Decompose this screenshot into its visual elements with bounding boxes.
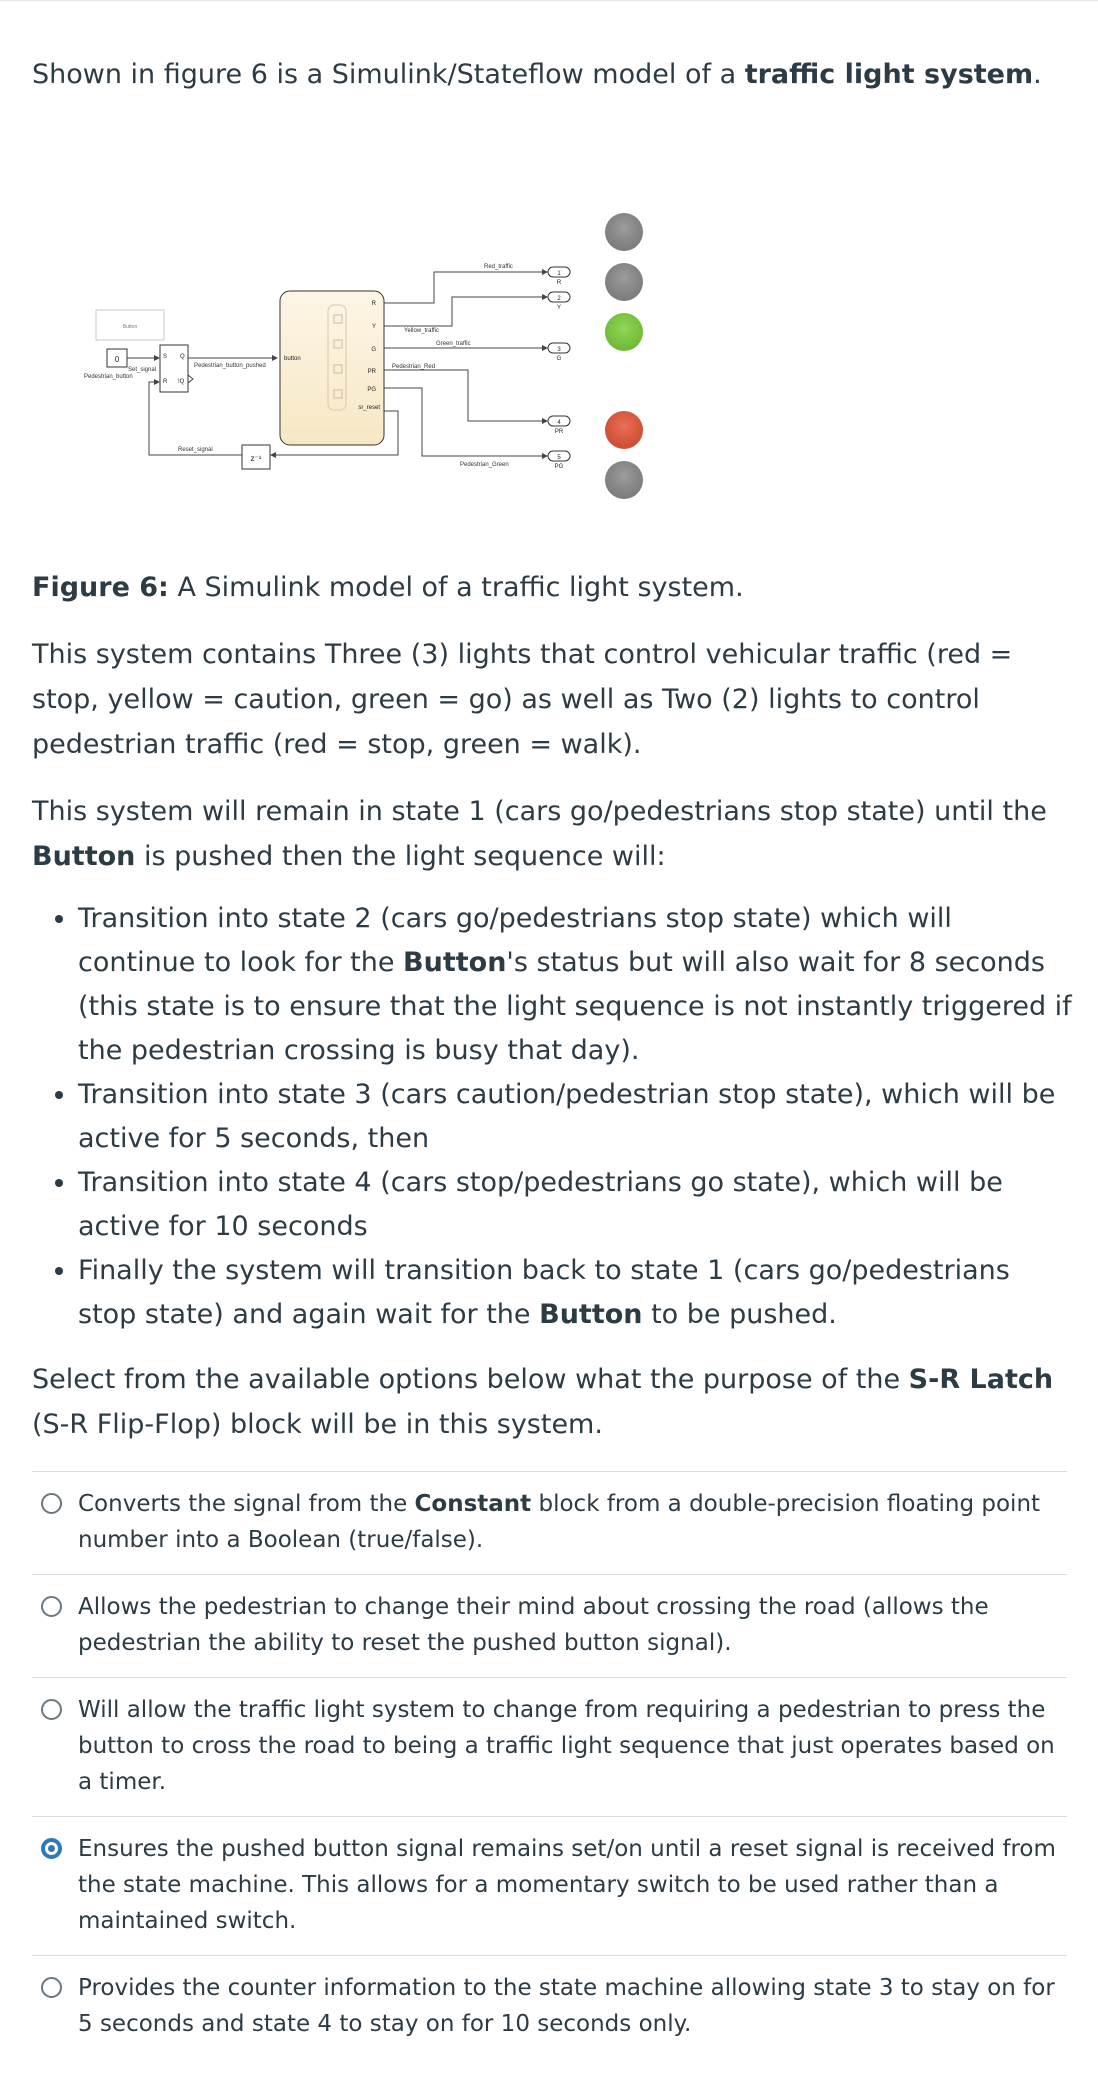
question-prompt: Select from the available options below what the purpose of the S-R Latch (S-R Flip-Flop) block will be in this system. bbox=[32, 1364, 1054, 1440]
list-item: • Finally the system will transition back to state 1 (cars go/pedestrians stop state) and again wait for the Button to be pushed. bbox=[78, 1249, 1072, 1337]
option-label: Converts the signal from the Constant block from a double-precision floating point number into a Boolean (true/false). bbox=[78, 1491, 1041, 1553]
outport-1 bbox=[548, 267, 570, 286]
answer-option-3[interactable] bbox=[32, 1677, 1067, 1816]
outport-4 bbox=[548, 416, 570, 435]
sequence-list bbox=[32, 897, 1072, 1337]
lamp-green-traffic bbox=[605, 313, 643, 351]
lamp-red-traffic bbox=[605, 213, 643, 251]
radio-button[interactable] bbox=[41, 1699, 62, 1720]
list-item: • Transition into state 4 (cars stop/pedestrians go state), which will be active for 10 seconds bbox=[78, 1161, 1072, 1249]
stateflow-chart bbox=[280, 291, 384, 445]
constant-value: 0 bbox=[114, 355, 120, 364]
latch-q-port: Q bbox=[180, 354, 185, 360]
svg-text:1: 1 bbox=[557, 271, 561, 277]
latch-r-port: R bbox=[163, 379, 168, 385]
sequence-intro: This system will remain in state 1 (cars go/pedestrians stop state) until the Button is pushed then the light sequence will: bbox=[32, 796, 1047, 872]
signal-reset-label: Reset_signal bbox=[178, 447, 213, 453]
outport-3 bbox=[548, 343, 570, 362]
lamp-pedestrian-red bbox=[605, 411, 643, 449]
signal-red-traffic-label: Red_traffic bbox=[484, 264, 513, 270]
signal-pedestrian-button-label: Pedestrian_button bbox=[84, 374, 133, 380]
answer-option-1[interactable] bbox=[32, 1471, 1067, 1574]
option-label: Ensures the pushed button signal remains set/on until a reset signal is received from the state machine. This allows for a momentary switch to be used rather than a maintained switch. bbox=[78, 1836, 1056, 1934]
chart-port-r: R bbox=[371, 301, 376, 307]
svg-text:G: G bbox=[556, 356, 562, 362]
svg-text:Y: Y bbox=[556, 305, 562, 311]
lamp-yellow-traffic bbox=[605, 263, 643, 301]
svg-text:R: R bbox=[556, 280, 562, 286]
latch-s-port: S bbox=[163, 354, 168, 360]
top-divider bbox=[0, 0, 1098, 1]
latch-nq-port: !Q bbox=[178, 379, 185, 385]
signal-set-label: Set_signal bbox=[128, 367, 157, 373]
signal-green-traffic-label: Green_traffic bbox=[436, 341, 471, 347]
answer-option-5[interactable] bbox=[32, 1955, 1067, 2058]
chart-port-y: Y bbox=[371, 324, 376, 330]
chart-port-sr-reset: sr_reset bbox=[358, 405, 380, 411]
figure-caption: Figure 6: A Simulink model of a traffic light system. bbox=[32, 572, 744, 603]
sr-latch-block bbox=[160, 345, 188, 392]
signal-pushed-label: Pedestrian_button_pushed bbox=[194, 363, 266, 369]
unit-delay-block bbox=[242, 445, 270, 469]
delay-label: z⁻¹ bbox=[250, 454, 262, 463]
svg-text:5: 5 bbox=[557, 455, 561, 461]
signal-pedestrian-green-label: Pedestrian_Green bbox=[460, 462, 509, 468]
lamp-pedestrian-green bbox=[605, 461, 643, 499]
svg-text:2: 2 bbox=[557, 296, 561, 302]
radio-button[interactable] bbox=[41, 1596, 62, 1617]
option-label: Provides the counter information to the state machine allowing state 3 to stay on for 5 seconds and state 4 to stay on for 10 seconds only. bbox=[78, 1975, 1055, 2037]
chart-port-g: G bbox=[371, 347, 376, 353]
answer-options bbox=[32, 1471, 1067, 2058]
chart-port-pg: PG bbox=[367, 387, 376, 393]
option-label: Allows the pedestrian to change their mind about crossing the road (allows the pedestrian the ability to reset the pushed button signal). bbox=[78, 1594, 989, 1656]
simulink-diagram bbox=[32, 125, 792, 545]
chart-input-button: button bbox=[284, 356, 301, 362]
outport-2 bbox=[548, 292, 570, 311]
radio-button-selected[interactable] bbox=[41, 1838, 62, 1859]
radio-button[interactable] bbox=[41, 1977, 62, 1998]
svg-text:PG: PG bbox=[554, 464, 564, 470]
answer-option-2[interactable] bbox=[32, 1574, 1067, 1677]
svg-text:PR: PR bbox=[554, 429, 564, 435]
outport-5 bbox=[548, 451, 570, 470]
signal-yellow-traffic-label: Yellow_traffic bbox=[404, 328, 440, 334]
signal-pedestrian-red-label: Pedestrian_Red bbox=[392, 364, 436, 370]
question-content bbox=[32, 52, 1072, 1489]
list-item: • Transition into state 3 (cars caution/pedestrian stop state), which will be active for 5 seconds, then bbox=[78, 1073, 1072, 1161]
constant-block bbox=[107, 349, 127, 367]
answer-option-4[interactable] bbox=[32, 1816, 1067, 1955]
chart-port-pr: PR bbox=[367, 369, 376, 375]
svg-text:4: 4 bbox=[557, 420, 561, 426]
button-block bbox=[96, 310, 164, 340]
intro-text: Shown in figure 6 is a Simulink/Stateflow model of a traffic light system. bbox=[32, 59, 1042, 90]
svg-text:3: 3 bbox=[557, 347, 561, 353]
radio-button[interactable] bbox=[41, 1493, 62, 1514]
button-block-label: Button bbox=[122, 324, 138, 330]
option-label: Will allow the traffic light system to change from requiring a pedestrian to press the button to cross the road to being a traffic light sequence that just operates based on a timer. bbox=[78, 1697, 1055, 1795]
list-item: • Transition into state 2 (cars go/pedestrians stop state) which will continue to look for the Button's status but will also wait for 8 seconds (this state is to ensure that the light sequence is not instantly triggered if the pedestrian crossing is busy that day). bbox=[78, 897, 1072, 1073]
system-description: This system contains Three (3) lights that control vehicular traffic (red = stop, yellow = caution, green = go) as well as Two (2) lights to control pedestrian traffic (red = stop, green = walk). bbox=[32, 639, 1013, 760]
